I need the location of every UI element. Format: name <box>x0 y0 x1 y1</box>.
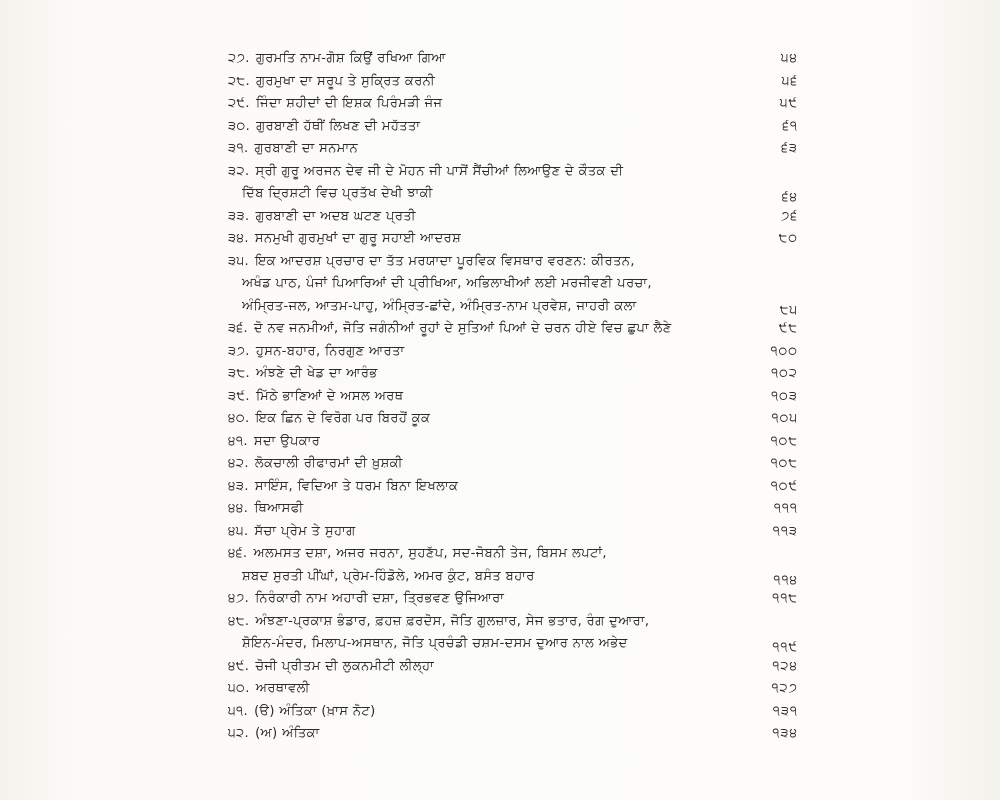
toc-entry-number: ੫੦. <box>228 681 250 696</box>
toc-entry-number: ੪੪. <box>228 501 249 516</box>
toc-entry <box>228 251 798 319</box>
toc-page-number: ੮੫ <box>779 302 798 318</box>
toc-page-number: ੫੬ <box>781 73 798 89</box>
toc-page-number: ੬੧ <box>782 118 798 134</box>
toc-entry-title: ਸ੍ਰੀ ਗੁਰੂ ਅਰਜਨ ਦੇਵ ਜੀ ਦੇ ਮੋਹਨ ਜੀ ਪਾਸੋਂ ਸੈਂਚੀਆਂ ਲਿਆਉਣ ਦੇ ਕੌਤਕ ਦੀ <box>255 163 624 179</box>
toc-entry-line <box>228 656 798 679</box>
toc-page-number: ੧੧੮ <box>772 591 798 606</box>
toc-page-number: ੬੩ <box>781 141 798 156</box>
toc-entry-line <box>228 498 798 521</box>
toc-page-number: ੧੦੯ <box>770 478 798 494</box>
toc-page-number: ੧੩੪ <box>772 726 798 741</box>
toc-entry-line <box>228 453 798 476</box>
toc-entry-number: ੪੩. <box>228 478 249 494</box>
toc-entry-line <box>228 633 798 656</box>
toc-entry-number: ੩੧. <box>228 141 249 156</box>
toc-entry-line <box>228 161 798 184</box>
toc-entry-title: ਜਿੰਦਾ ਸ਼ਹੀਦਾਂ ਦੀ ਇਸ਼ਕ ਪਿਰੰਮੜੀ ਜੰਜ <box>255 96 443 111</box>
toc-entry-title: ਲੋਕਚਾਲੀ ਰੀਫਾਰਮਾਂ ਦੀ ਖ਼ੁਸ਼ਕੀ <box>254 456 403 471</box>
toc-entry-line <box>228 543 798 566</box>
toc-entry-title: ਥਿਆਸਫੀ <box>254 501 304 516</box>
toc-entry-line <box>228 228 798 251</box>
toc-entry-title: ਸਾਇੰਸ, ਵਿਦਿਆ ਤੇ ਧਰਮ ਬਿਨਾ ਇਖਲਾਕ <box>254 478 459 494</box>
toc-entry-title: ਮਿੱਠੇ ਭਾਣਿਆਂ ਦੇ ਅਸਲ ਅਰਥ <box>255 388 404 404</box>
toc-entry-title: ਅਰਥਾਵਲੀ <box>255 681 310 696</box>
toc-entry-title: ਸ਼ੋਇਨ-ਮੰਦਰ, ਮਿਲਾਪ-ਅਸਥਾਨ, ਜੋਤਿ ਪ੍ਰਚੰਡੀ ਚਸ਼ਮ-ਦਸਮ ਦੁਆਰ ਨਾਲ ਅਭੇਦ <box>242 636 628 651</box>
toc-entry <box>228 93 798 116</box>
toc-entry <box>228 431 798 454</box>
toc-page-number: ੫੯ <box>779 96 798 111</box>
toc-entry-line <box>228 363 798 386</box>
toc-entry-line <box>228 408 798 431</box>
toc-entry <box>228 498 798 521</box>
toc-entry-title: ਗੁਰਬਾਣੀ ਹੱਥੀਂ ਲਿਖਣ ਦੀ ਮਹੱਤਤਾ <box>256 118 421 134</box>
toc-entry-number: ੨੯. <box>228 96 250 111</box>
toc-entry <box>228 138 798 161</box>
toc-entry-line <box>228 431 798 454</box>
toc-page-number: ੮੦ <box>778 231 798 246</box>
toc-entry-line <box>228 521 798 544</box>
toc-page-number: ੧੧੯ <box>772 640 798 655</box>
toc-entry-title: ਸਨਮੁਖੀ ਗੁਰਮੁਖਾਂ ਦਾ ਗੁਰੂ ਸਹਾਈ ਆਦਰਸ਼ <box>254 231 462 246</box>
toc-entry <box>228 206 798 229</box>
toc-entry-line <box>228 341 798 364</box>
toc-entry <box>228 341 798 364</box>
toc-page-number: ੧੧੩ <box>772 523 798 539</box>
toc-entry <box>228 521 798 544</box>
toc-entry-line <box>228 93 798 116</box>
toc-entry-line <box>228 251 798 274</box>
toc-entry <box>228 701 798 724</box>
toc-page-number: ੧੨੭ <box>771 681 798 696</box>
toc-entry-title: ਗੁਰਬਾਣੀ ਦਾ ਅਦਬ ਘਟਣ ਪ੍ਰਤੀ <box>255 208 416 224</box>
toc-entry-title: ਅਖੰਡ ਪਾਠ, ਪੰਜਾਂ ਪਿਆਰਿਆਂ ਦੀ ਪ੍ਰੀਖਿਆ, ਅਭਿਲਾਖੀਆਂ ਲਈ ਮਰਜੀਵਣੀ ਪਰਚਾ, <box>242 276 652 291</box>
toc-entry-line <box>228 678 798 701</box>
toc-entry-number: ੩੯. <box>228 388 250 404</box>
table-of-contents <box>228 48 798 746</box>
toc-entry-line <box>228 701 798 724</box>
toc-entry-line <box>228 476 798 499</box>
toc-page-number: ੧੨੪ <box>772 658 798 674</box>
toc-entry-title: ਗੁਰਮੁਖਾ ਦਾ ਸਰੂਪ ਤੇ ਸੁਕ੍ਰਿਤ ਕਰਨੀ <box>256 73 436 89</box>
toc-entry-title: (ੳ) ਅੰਤਿਕਾ (ਖ਼ਾਸ ਨੋਟ) <box>254 703 376 719</box>
toc-entry-number: ੪੨. <box>228 456 249 471</box>
toc-entry-title: ਸਦਾ ਉਪਕਾਰ <box>253 433 321 449</box>
toc-entry-number: ੩੪. <box>228 231 249 246</box>
toc-entry-title: ਦੋ ਨਵ ਜਨਮੀਆਂ, ਜੋਤਿ ਜਗੰਨੀਆਂ ਰੂਹਾਂ ਦੇ ਸੁਤਿਆਂ ਪਿਆਂ ਦੇ ਚਰਨ ਹੀਏ ਵਿਚ ਛੁਪਾ ਲੈਣੇ <box>254 321 672 336</box>
toc-entry <box>228 116 798 139</box>
toc-page-number: ੧੩੧ <box>772 703 798 719</box>
toc-entry <box>228 678 798 701</box>
toc-entry-line <box>228 183 798 206</box>
toc-entry-number: ੪੮. <box>228 613 250 629</box>
toc-entry <box>228 386 798 409</box>
toc-entry <box>228 611 798 656</box>
toc-entry <box>228 161 798 206</box>
toc-page-number: ੭੬ <box>780 208 798 224</box>
toc-entry-line <box>228 116 798 139</box>
toc-entry-line <box>228 611 798 634</box>
toc-entry-number: ੪੯. <box>228 658 250 674</box>
toc-entry-number: ੫੧. <box>228 703 249 719</box>
toc-entry-number: ੪੫. <box>228 523 249 539</box>
toc-entry-line <box>228 206 798 229</box>
toc-entry-title: ਅੰਝਣੇ ਦੀ ਖੇਡ ਦਾ ਆਰੰਭ <box>256 366 378 381</box>
toc-page-number: ੧੧੧ <box>773 501 798 516</box>
toc-entry <box>228 318 798 341</box>
toc-entry <box>228 71 798 94</box>
toc-entry-title: ਸੱਚਾ ਪ੍ਰੇਮ ਤੇ ਸੁਹਾਗ <box>254 523 356 539</box>
toc-entry-title: ਅੰਝਣਾ-ਪ੍ਰਕਾਸ਼ ਭੰਡਾਰ, ਫ਼ਹਜ਼ ਫ਼ਰਦੋਸ, ਜੋਤਿ ਗੁਲਜ਼ਾਰ, ਸੇਜ ਭਤਾਰ, ਰੰਗ ਦੁਆਰਾ, <box>255 613 650 629</box>
toc-entry <box>228 543 798 588</box>
toc-entry <box>228 408 798 431</box>
toc-entry-number: ੪੬. <box>228 546 248 561</box>
toc-entry-number: ੩੦. <box>228 118 251 134</box>
toc-entry-number: ੩੩. <box>228 208 250 224</box>
toc-page-number: ੧੦੫ <box>771 411 798 426</box>
toc-entry-title: ਇਕ ਛਿਨ ਦੇ ਵਿਰੋਗ ਪਰ ਬਿਰਹੋਂ ਕੂਕ <box>255 411 431 426</box>
toc-entry <box>228 723 798 746</box>
toc-entry-line <box>228 273 798 296</box>
toc-entry-number: ੩੬. <box>228 321 249 336</box>
toc-entry-title: ਅੰਮ੍ਰਿਤ-ਜਲ, ਆਤਮ-ਪਾਹੁ, ਅੰਮ੍ਰਿਤ-ਛਾਂਦੇ, ਅੰਮ੍ਰਿਤ-ਨਾਮ ਪ੍ਰਵੇਸ਼, ਜਾਹਰੀ ਕਲਾ <box>242 298 637 314</box>
toc-entry <box>228 588 798 611</box>
toc-entry <box>228 656 798 679</box>
toc-entry-title: ਦਿੱਬ ਦ੍ਰਿਸ਼ਟੀ ਵਿਚ ਪ੍ਰਤੱਖ ਦੇਖੀ ਝਾਕੀ <box>242 186 433 201</box>
toc-page-number: ੧੧੪ <box>773 572 798 588</box>
toc-entry-number: ੩੨. <box>228 163 250 179</box>
toc-entry-number: ੩੫. <box>228 253 250 269</box>
toc-entry-title: ਚੋਜੀ ਪ੍ਰੀਤਮ ਦੀ ਲੁਕਨਮੀਟੀ ਲੀਲ੍ਹਾ <box>255 658 435 674</box>
toc-entry-title: ਨਿਰੰਕਾਰੀ ਨਾਮ ਅਹਾਰੀ ਦਸ਼ਾ, ਤ੍ਰਿਭਵਣ ਉਜਿਆਰਾ <box>255 591 505 606</box>
toc-page-number: ੫੪ <box>780 51 798 66</box>
toc-entry-number: ੩੭. <box>228 343 250 359</box>
toc-entry-line <box>228 386 798 409</box>
toc-entry <box>228 453 798 476</box>
toc-entry-title: ਅਲਮਸਤ ਦਸ਼ਾ, ਅਜਰ ਜਰਨਾ, ਸੁਹਣੱਪ, ਸਦ-ਜੋਬਨੀ ਤੇਜ, ਬਿਸਮ ਲਪਟਾਂ, <box>253 546 607 561</box>
toc-page-number: ੧੦੮ <box>770 456 798 471</box>
toc-entry-line <box>228 48 798 71</box>
toc-entry-title: ਸ਼ਬਦ ਸੁਰਤੀ ਪੀਂਘਾਂ, ਪ੍ਰੇਮ-ਹਿੰਡੋਲੇ, ਅਮਰ ਕੁੰਟ, ਬਸੰਤ ਬਹਾਰ <box>242 568 535 584</box>
toc-page-number: ੧੦੦ <box>770 343 798 359</box>
toc-entry-number: ੨੮. <box>228 73 251 89</box>
toc-entry-title: ਗੁਰਬਾਣੀ ਦਾ ਸਨਮਾਨ <box>254 141 358 156</box>
toc-page-number: ੧੦੨ <box>771 366 798 381</box>
toc-entry-number: ੨੭. <box>228 51 250 66</box>
toc-page-number: ੬੪ <box>781 190 798 205</box>
toc-entry <box>228 363 798 386</box>
toc-entry-title: ਗੁਰਮਤਿ ਨਾਮ-ਗੋਸ਼ ਕਿਉਂ ਰਖਿਆ ਗਿਆ <box>255 51 446 66</box>
toc-entry-line <box>228 71 798 94</box>
toc-page-number: ੧੦੩ <box>771 388 798 404</box>
toc-entry-line <box>228 138 798 161</box>
toc-entry-number: ੪੦. <box>228 411 250 426</box>
toc-entry-line <box>228 318 798 341</box>
toc-entry-line <box>228 566 798 589</box>
toc-entry-number: ੪੧. <box>228 433 248 449</box>
toc-entry <box>228 476 798 499</box>
toc-entry-line <box>228 723 798 746</box>
toc-entry-number: ੪੭. <box>228 591 250 606</box>
toc-entry <box>228 48 798 71</box>
toc-page-number: ੯੮ <box>778 321 798 336</box>
toc-page-number: ੧੦੮ <box>770 433 798 449</box>
toc-entry-title: ਇਕ ਆਦਰਸ਼ ਪ੍ਰਚਾਰ ਦਾ ਤੱਤ ਮਰਯਾਦਾ ਪੂਰਵਿਕ ਵਿਸਥਾਰ ਵਰਣਨ: ਕੀਰਤਨ, <box>255 253 635 269</box>
toc-entry-line <box>228 296 798 319</box>
toc-entry-line <box>228 588 798 611</box>
toc-entry-title: (ਅ) ਅੰਤਿਕਾ <box>255 726 320 741</box>
toc-entry-number: ੫੨. <box>228 726 250 741</box>
toc-entry <box>228 228 798 251</box>
toc-entry-title: ਹੁਸਨ-ਬਹਾਰ, ਨਿਰਗੁਣ ਆਰਤਾ <box>255 343 405 359</box>
toc-entry-number: ੩੮. <box>228 366 251 381</box>
